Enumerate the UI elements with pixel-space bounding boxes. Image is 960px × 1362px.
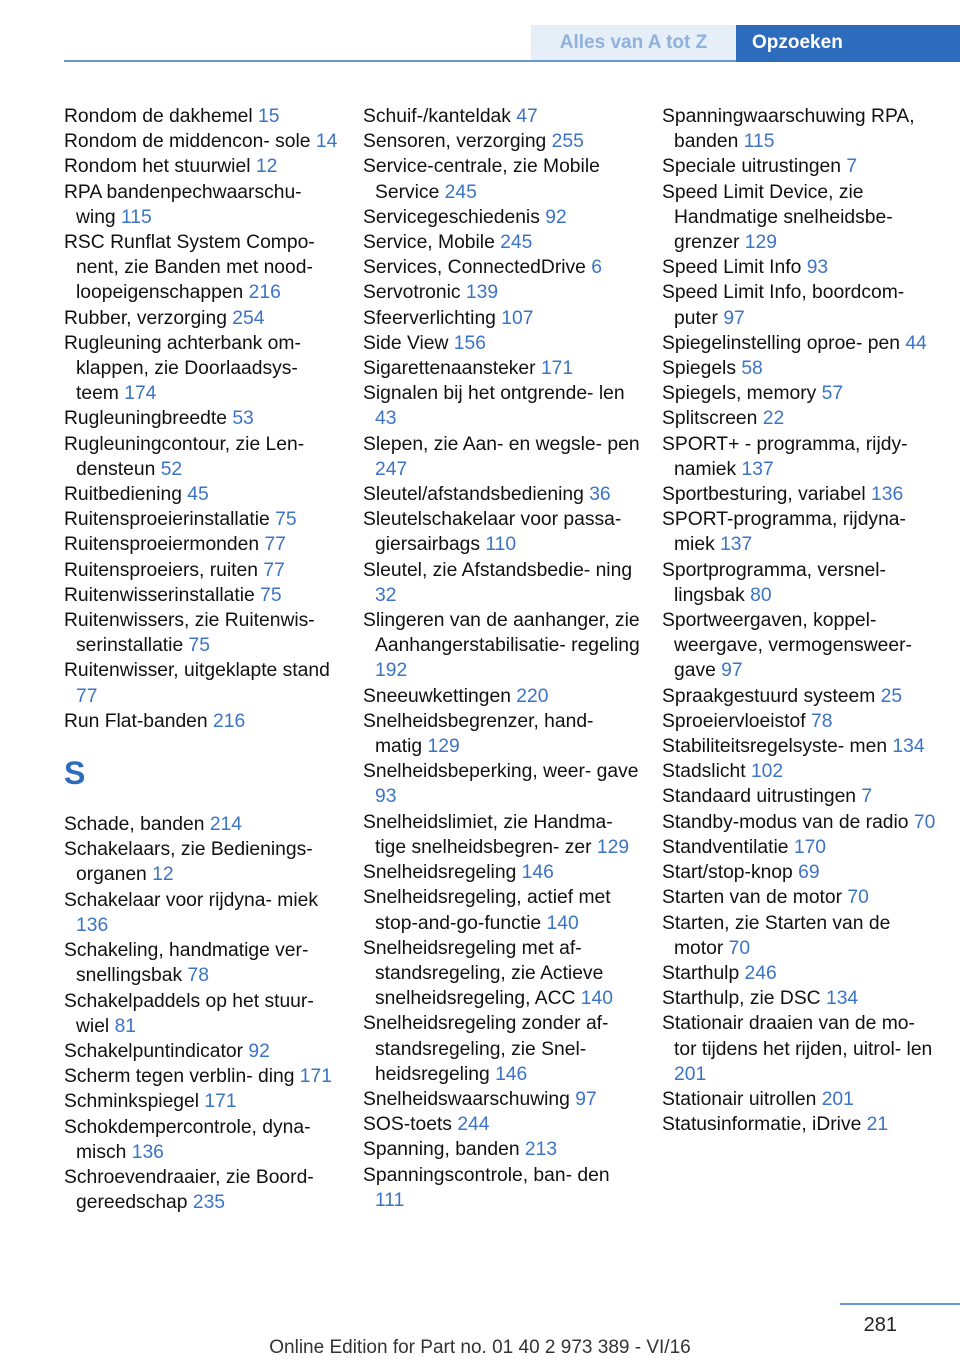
index-column-3 xyxy=(662,104,942,1137)
index-page-link[interactable]: 32 xyxy=(375,584,397,606)
index-entry-text: Speed Limit Info xyxy=(662,257,802,279)
index-entry-text: Schroevendraaier, zie Boord‐ gereedschap xyxy=(64,1166,314,1214)
index-entry xyxy=(662,709,942,734)
index-page-link[interactable]: 25 xyxy=(880,685,903,707)
index-page-link[interactable]: 245 xyxy=(500,232,533,254)
index-entry-text: Schakelaar voor rijdyna‐ miek xyxy=(64,889,318,911)
index-entry-text: SPORT+ - programma, rijdy‐ namiek xyxy=(662,433,908,480)
index-entry-text: Speed Limit Info, boordcom‐ puter xyxy=(662,282,905,329)
index-page-link[interactable]: 146 xyxy=(495,1063,528,1085)
index-entry xyxy=(662,1112,942,1137)
index-page-link[interactable]: 75 xyxy=(275,509,297,531)
index-entry-text: Snelheidsregeling xyxy=(363,862,517,884)
index-entry xyxy=(363,558,643,608)
index-entry xyxy=(363,936,643,1012)
index-entry-text: Scherm tegen verblin‐ ding xyxy=(64,1066,295,1088)
index-entry xyxy=(662,986,942,1011)
footer-rule xyxy=(840,1303,960,1305)
index-entry xyxy=(64,583,344,608)
index-entry-text: Spraakgestuurd systeem xyxy=(662,685,876,707)
index-page-link[interactable]: 134 xyxy=(825,988,859,1010)
index-entry-text: Schokdempercontrole, dyna‐ misch xyxy=(64,1116,311,1163)
index-page-link[interactable]: 93 xyxy=(375,786,397,808)
index-page-link[interactable]: 78 xyxy=(187,965,209,987)
index-entry xyxy=(64,154,344,179)
index-entry-text: Ruitenwissers, zie Ruitenwis‐ serinstallatie xyxy=(64,610,315,657)
index-entry-text: Ruitenwisser, uitgeklapte stand xyxy=(64,660,330,682)
index-page-link[interactable]: 246 xyxy=(744,962,777,984)
index-entry xyxy=(64,1064,344,1089)
index-entry xyxy=(662,482,942,507)
index-entry xyxy=(64,658,344,708)
index-page-link[interactable]: 6 xyxy=(591,257,602,279)
index-entry xyxy=(64,989,344,1039)
index-page-link[interactable]: 192 xyxy=(375,660,408,682)
index-entry-text: Sfeerverlichting xyxy=(363,307,496,329)
index-page-link[interactable]: 201 xyxy=(674,1063,707,1085)
index-entry-text: Schuif-/kanteldak xyxy=(363,106,511,127)
index-entry-text: Speed Limit Device, zie Handmatige snelheidsbe‐ grenzer xyxy=(662,181,893,254)
index-page-link[interactable]: 57 xyxy=(821,383,844,405)
index-entry-text: Side View xyxy=(363,332,449,354)
index-page-link[interactable]: 102 xyxy=(750,761,784,783)
index-entry-text: Servicegeschiedenis xyxy=(363,206,540,228)
index-entry-text: Snelheidsregeling met af‐ standsregeling, zie Actieve snelheidsregeling, ACC xyxy=(363,937,604,1010)
index-page-link[interactable]: 140 xyxy=(580,988,613,1010)
index-entry xyxy=(363,608,643,684)
index-page-link[interactable]: 78 xyxy=(810,710,833,732)
index-entry-text: Signalen bij het ontgrende‐ len xyxy=(363,383,625,405)
index-entry-text: Starten van de motor xyxy=(662,887,843,909)
index-entry xyxy=(662,608,942,684)
index-entry xyxy=(64,1115,344,1165)
index-entry xyxy=(363,230,643,255)
index-page-link[interactable]: 245 xyxy=(444,181,477,203)
index-entry-text: Slingeren van de aanhanger, zie Aanhangerstabilisatie‐ regeling xyxy=(363,610,640,657)
index-page-link[interactable]: 171 xyxy=(204,1091,237,1113)
index-page-link[interactable]: 244 xyxy=(457,1114,490,1136)
index-page-link[interactable]: 77 xyxy=(264,534,286,556)
index-entry-text: Ruitbediening xyxy=(64,484,182,506)
index-entry xyxy=(662,280,942,330)
index-page-link[interactable]: 171 xyxy=(299,1066,332,1088)
index-entry-text: Rondom het stuurwiel xyxy=(64,156,251,178)
index-entry xyxy=(64,230,344,306)
index-page-link[interactable]: 170 xyxy=(793,836,827,858)
edition-footer: Online Edition for Part no. 01 40 2 973 389 - VI/16 xyxy=(269,1337,691,1358)
index-entry-text: Service, Mobile xyxy=(363,232,495,254)
index-entry xyxy=(363,280,643,305)
index-page-link[interactable]: 70 xyxy=(913,811,936,833)
index-entry xyxy=(363,1112,643,1137)
index-entry xyxy=(363,1087,643,1112)
index-entry xyxy=(662,885,942,910)
index-page-link[interactable]: 70 xyxy=(847,887,869,909)
index-entry xyxy=(64,1089,344,1114)
index-page-link[interactable]: 216 xyxy=(248,282,281,304)
index-entry xyxy=(363,104,643,129)
index-entry xyxy=(64,331,344,407)
index-page-link[interactable]: 80 xyxy=(750,584,772,606)
index-entry-text: Snelheidsbegrenzer, hand‐ matig xyxy=(363,710,594,758)
index-entry-text: Stabiliteitsregelsyste‐ men xyxy=(662,736,888,758)
index-entry-text: Starthulp, zie DSC xyxy=(662,988,821,1010)
index-entry xyxy=(662,180,942,256)
index-column-1 xyxy=(64,104,344,1215)
index-entry xyxy=(662,154,942,179)
index-page-link[interactable]: 137 xyxy=(741,458,774,480)
index-entry-text: Sportbesturing, variabel xyxy=(662,484,866,506)
index-page-link[interactable]: 7 xyxy=(846,156,858,178)
index-page-link[interactable]: 21 xyxy=(866,1114,889,1136)
index-entry xyxy=(363,129,643,154)
index-page-link[interactable]: 216 xyxy=(213,710,246,732)
index-entry xyxy=(64,837,344,887)
index-page-link[interactable]: 115 xyxy=(121,206,152,228)
index-page-link[interactable]: 53 xyxy=(232,408,254,430)
index-entry-text: Service-centrale, zie Mobile Service xyxy=(363,156,600,203)
index-page-link[interactable]: 75 xyxy=(260,584,282,606)
index-entry-text: Ruitenwisserinstallatie xyxy=(64,584,255,606)
index-entry-text: Rugleuning achterbank om‐ klappen, zie Doorlaadsys‐ teem xyxy=(64,332,301,405)
index-page-link[interactable]: 14 xyxy=(315,131,338,153)
index-page-link[interactable]: 171 xyxy=(540,358,574,380)
index-page-link[interactable]: 134 xyxy=(892,736,925,758)
index-entry xyxy=(662,356,942,381)
section-tab[interactable]: Alles van A tot Z xyxy=(531,25,736,60)
index-page-link[interactable]: 255 xyxy=(551,131,584,153)
index-entry-text: Ruitensproeiers, ruiten xyxy=(64,559,258,581)
index-entry-text: Snelheidsregeling, actief met stop-and-go-functie xyxy=(363,887,611,934)
index-entry xyxy=(64,1165,344,1215)
index-entry-text: Starten, zie Starten van de motor xyxy=(662,912,891,959)
index-entry xyxy=(363,482,643,507)
index-page-link[interactable]: 247 xyxy=(375,458,408,480)
index-entry-text: Standby-modus van de radio xyxy=(662,811,909,833)
index-entry xyxy=(662,432,942,482)
index-entry-text: Rugleuningbreedte xyxy=(64,408,227,430)
index-page-link[interactable]: 110 xyxy=(485,534,517,556)
index-entry-text: Schade, banden xyxy=(64,814,205,836)
index-page-link[interactable]: 45 xyxy=(187,484,209,506)
index-entry-text: RSC Runflat System Compo‐ nent, zie Banden met nood‐ loopeigenschappen xyxy=(64,232,315,304)
index-entry-text: Standaard uitrustingen xyxy=(662,786,857,808)
index-page-link[interactable]: 115 xyxy=(743,131,775,153)
index-entry xyxy=(363,1137,643,1162)
index-page-link[interactable]: 58 xyxy=(741,358,763,380)
index-entry xyxy=(363,507,643,557)
index-entry-text: Schminkspiegel xyxy=(64,1091,200,1113)
index-entry-text: Stationair uitrollen xyxy=(662,1088,817,1110)
index-entry xyxy=(363,205,643,230)
index-entry xyxy=(64,180,344,230)
index-entry xyxy=(662,835,942,860)
index-entry-text: Sleutel, zie Afstandsbedie‐ ning xyxy=(363,559,633,581)
index-entry-text: Sigarettenaansteker xyxy=(363,358,536,380)
index-entry xyxy=(662,381,942,406)
index-entry-text: Start/stop-knop xyxy=(662,862,793,884)
index-entry-text: Spiegels, memory xyxy=(662,383,817,405)
index-page-link[interactable]: 36 xyxy=(589,484,611,506)
page-number: 281 xyxy=(863,1314,897,1336)
index-entry-text: Schakelaars, zie Bedienings‐ organen xyxy=(64,839,313,886)
index-entry-text: Snelheidslimiet, zie Handma‐ tige snelheidsbegren‐ zer xyxy=(363,811,613,858)
index-entry xyxy=(662,255,942,280)
index-page-link[interactable]: 44 xyxy=(905,332,927,354)
index-entry-text: Snelheidswaarschuwing xyxy=(363,1088,570,1110)
index-entry-text: Schakelpaddels op het stuur‐ wiel xyxy=(64,990,314,1037)
index-entry xyxy=(662,961,942,986)
index-page-link[interactable]: 156 xyxy=(453,332,486,354)
index-entry-text: Services, ConnectedDrive xyxy=(363,257,586,279)
index-page-link[interactable]: 93 xyxy=(806,257,829,279)
index-page-link[interactable]: 12 xyxy=(255,156,278,178)
index-entry-text: Spanningscontrole, ban‐ den xyxy=(363,1164,610,1186)
index-entry-text: Sleutelschakelaar voor passa‐ giersairbags xyxy=(363,509,622,556)
index-page-link[interactable]: 97 xyxy=(721,660,743,682)
index-entry-text: Sneeuwkettingen xyxy=(363,685,511,707)
index-entry-text: SPORT-programma, rijdyna‐ miek xyxy=(662,509,906,556)
index-entry xyxy=(363,331,643,356)
index-page-link[interactable]: 129 xyxy=(744,232,777,254)
index-page-link[interactable]: 77 xyxy=(76,685,98,707)
index-page-link[interactable]: 12 xyxy=(152,864,174,886)
index-page-link[interactable]: 7 xyxy=(861,786,873,808)
index-page-link[interactable]: 77 xyxy=(263,559,285,581)
index-entry xyxy=(662,331,942,356)
index-entry xyxy=(363,860,643,885)
index-entry-text: Standventilatie xyxy=(662,836,789,858)
index-entry-text: Snelheidsbeperking, weer‐ gave xyxy=(363,761,639,783)
index-entry-text: Run Flat-banden xyxy=(64,710,208,732)
index-page-link[interactable]: 136 xyxy=(871,484,904,506)
index-page-link[interactable]: 97 xyxy=(575,1088,597,1110)
index-page-link[interactable]: 15 xyxy=(258,106,280,127)
index-entry xyxy=(363,810,643,860)
index-page-link[interactable]: 214 xyxy=(209,814,242,836)
index-entry xyxy=(662,507,942,557)
index-page-link[interactable]: 81 xyxy=(114,1015,137,1037)
index-entry xyxy=(64,306,344,331)
index-entry-text: Ruitensproeiermonden xyxy=(64,534,260,556)
index-entry xyxy=(363,709,643,759)
index-page-link[interactable]: 146 xyxy=(521,862,554,884)
index-entry-text: Splitscreen xyxy=(662,408,758,430)
index-entry-text: Servotronic xyxy=(363,282,461,304)
index-page-link[interactable]: 97 xyxy=(723,307,745,329)
index-entry xyxy=(662,684,942,709)
index-entry-text: Speciale uitrustingen xyxy=(662,156,842,178)
index-entry-text: Starthulp xyxy=(662,962,740,984)
index-entry xyxy=(363,1011,643,1087)
index-entry xyxy=(64,406,344,431)
index-page-link[interactable]: 213 xyxy=(524,1139,558,1161)
index-entry xyxy=(64,532,344,557)
index-page-link[interactable]: 140 xyxy=(546,912,579,934)
index-entry xyxy=(64,888,344,938)
chapter-tab[interactable]: Opzoeken xyxy=(736,25,960,62)
index-entry xyxy=(64,1039,344,1064)
index-entry xyxy=(662,911,942,961)
index-entry-text: Ruitensproeierinstallatie xyxy=(64,509,270,531)
index-entry-text: Schakelpuntindicator xyxy=(64,1040,244,1062)
index-entry xyxy=(363,1163,643,1213)
index-entry xyxy=(64,709,344,734)
index-page-link[interactable]: 136 xyxy=(131,1141,164,1163)
index-entry-text: Sportweergaven, koppel‐ weergave, vermogensweer‐ gave xyxy=(662,610,912,682)
index-entry-text: Spiegels xyxy=(662,358,736,380)
index-entry xyxy=(64,482,344,507)
index-entry xyxy=(363,381,643,431)
index-entry-text: Stadslicht xyxy=(662,761,746,783)
index-entry xyxy=(64,608,344,658)
index-entry xyxy=(64,104,344,129)
index-entry-text: Sproeiervloeistof xyxy=(662,710,806,732)
index-entry-text: Sportprogramma, versnel‐ lingsbak xyxy=(662,559,886,606)
index-page-link[interactable]: 75 xyxy=(188,635,210,657)
index-page-link[interactable]: 129 xyxy=(596,836,630,858)
index-page-link[interactable]: 201 xyxy=(821,1088,854,1110)
index-entry xyxy=(662,784,942,809)
index-entry-text: RPA bandenpechwaarschu‐ wing xyxy=(64,181,302,228)
index-entry-text: Statusinformatie, iDrive xyxy=(662,1114,862,1136)
index-entry xyxy=(64,812,344,837)
index-page-link[interactable]: 139 xyxy=(465,282,499,304)
index-entry xyxy=(363,255,643,280)
index-page-link[interactable]: 52 xyxy=(160,458,183,480)
index-entry-text: Stationair draaien van de mo‐ tor tijdens het rijden, uitrol‐ len xyxy=(662,1013,933,1060)
index-entry xyxy=(662,406,942,431)
index-page-link[interactable]: 22 xyxy=(762,408,785,430)
index-page-link[interactable]: 70 xyxy=(728,937,751,959)
index-entry xyxy=(363,356,643,381)
index-entry-text: Rubber, verzorging xyxy=(64,307,227,329)
index-entry xyxy=(64,507,344,532)
index-entry xyxy=(64,558,344,583)
index-entry-text: Sensoren, verzorging xyxy=(363,131,547,153)
index-page-link[interactable]: 92 xyxy=(545,206,567,228)
index-entry xyxy=(662,759,942,784)
index-entry xyxy=(64,938,344,988)
index-entry xyxy=(662,734,942,759)
index-page-link[interactable]: 220 xyxy=(516,685,549,707)
index-letter-heading: S xyxy=(64,755,86,792)
index-page-link[interactable]: 235 xyxy=(192,1192,226,1214)
index-entry-text: Snelheidsregeling zonder af‐ standsregeling, zie Snel‐ heidsregeling xyxy=(363,1013,609,1085)
index-entry-text: Schakeling, handmatige ver‐ snellingsbak xyxy=(64,940,309,987)
index-entry xyxy=(363,306,643,331)
index-entry xyxy=(662,558,942,608)
index-column-2 xyxy=(363,104,643,1213)
index-entry-text: Rondom de dakhemel xyxy=(64,106,253,127)
index-page-link[interactable]: 43 xyxy=(375,408,397,430)
index-page-link[interactable]: 129 xyxy=(427,736,460,758)
index-page-link[interactable]: 111 xyxy=(375,1189,405,1211)
index-entry-text: SOS-toets xyxy=(363,1114,452,1136)
index-page-link[interactable]: 47 xyxy=(516,106,538,127)
index-entry xyxy=(64,129,344,154)
index-page-link[interactable]: 137 xyxy=(720,534,753,556)
index-entry-text: Spanning, banden xyxy=(363,1139,520,1161)
index-page-link[interactable]: 254 xyxy=(232,307,265,329)
index-page-link[interactable]: 107 xyxy=(501,307,534,329)
index-page-link[interactable]: 92 xyxy=(248,1040,270,1062)
index-entry-text: Rugleuningcontour, zie Len‐ densteun xyxy=(64,433,305,480)
index-entry xyxy=(363,885,643,935)
index-entry-text: Rondom de middencon‐ sole xyxy=(64,131,311,153)
index-page-link[interactable]: 136 xyxy=(76,914,109,936)
index-entry xyxy=(363,432,643,482)
index-entry-text: Slepen, zie Aan- en wegsle‐ pen xyxy=(363,433,640,455)
index-entry xyxy=(363,759,643,809)
index-entry xyxy=(662,1087,942,1112)
index-entry xyxy=(662,810,942,835)
index-entry-text: Spanningwaarschuwing RPA, banden xyxy=(662,106,915,153)
index-page-link[interactable]: 69 xyxy=(798,862,820,884)
index-entry xyxy=(363,684,643,709)
index-entry xyxy=(64,432,344,482)
index-entry xyxy=(662,104,942,154)
index-entry-text: Spiegelinstelling oproe‐ pen xyxy=(662,332,900,354)
index-page-link[interactable]: 174 xyxy=(124,383,157,405)
index-entry xyxy=(363,154,643,204)
index-entry xyxy=(662,860,942,885)
index-entry-text: Sleutel/afstandsbediening xyxy=(363,484,584,506)
index-entry xyxy=(662,1011,942,1087)
